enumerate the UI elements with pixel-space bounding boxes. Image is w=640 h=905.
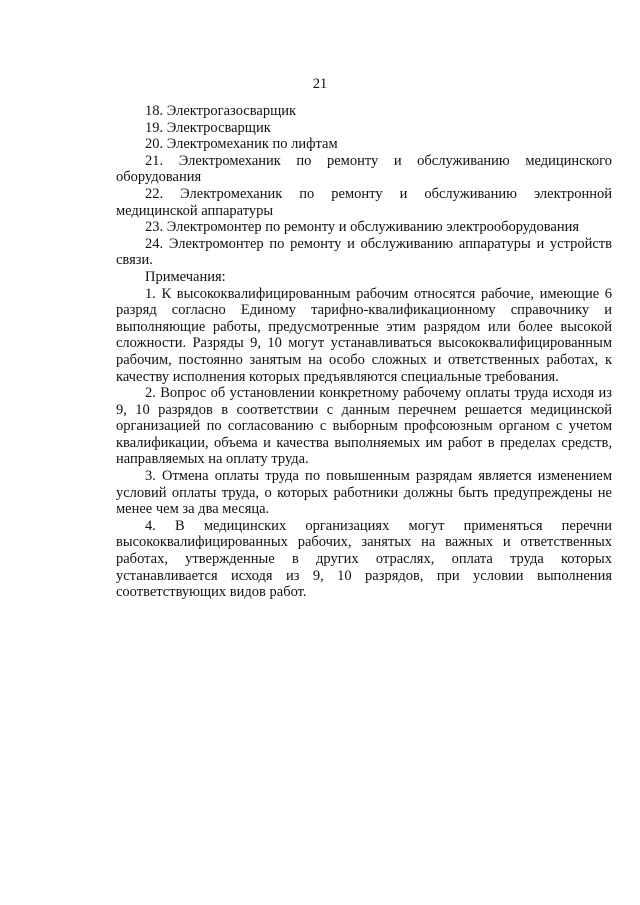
list-item: 20. Электромеханик по лифтам: [145, 136, 338, 153]
note-item: 1. К высококвалифицированным рабочим относятся рабочие, имеющие 6 разряд согласно Единому тарифно-квалификационному справочнику и выполняющие работы, предусмотренные этим разрядом или более высокой сложности. Разряды 9, 10 могут устанавливаться высококвалифицированным рабочим, постоянно занятым на особо сложных и ответственных работах, к качеству исполнения которых предъявляются специальные требования.: [116, 285, 612, 385]
list-item: 19. Электросварщик: [145, 119, 271, 136]
notes-heading: Примечания:: [145, 268, 226, 285]
note-item: 3. Отмена оплаты труда по повышенным разрядам является изменением условий оплаты труда, о которых работники должны быть предупреждены не менее чем за два месяца.: [116, 468, 612, 518]
note-item: 2. Вопрос об установлении конкретному рабочему оплаты труда исходя из 9, 10 разрядов в соответствии с данным перечнем решается медицинской организацией по согласованию с выборным профсоюзным органом с учетом квалификации, объема и качества выполняемых им работ в пределах средств, направляемых на оплату труда.: [116, 385, 612, 468]
document-body: [116, 103, 612, 601]
list-item: 24. Электромонтер по ремонту и обслуживанию аппаратуры и устройств связи.: [116, 235, 612, 269]
page-number: 21: [312, 76, 328, 92]
list-item: 23. Электромонтер по ремонту и обслуживанию электрооборудования: [145, 219, 580, 236]
list-item: 21. Электромеханик по ремонту и обслуживанию медицинского оборудования: [116, 152, 612, 186]
list-item: 18. Электрогазосварщик: [145, 103, 297, 119]
list-item: 22. Электромеханик по ремонту и обслуживанию электронной медицинской аппаратуры: [116, 185, 612, 219]
note-item: 4. В медицинских организациях могут применяться перечни высококвалифицированных рабочих, занятых на важных и ответственных работах, утвержденные в других отраслях, оплата труда которых устанавливается исходя из 9, 10 разрядов, при условии выполнения соответствующих видов работ.: [116, 517, 612, 601]
